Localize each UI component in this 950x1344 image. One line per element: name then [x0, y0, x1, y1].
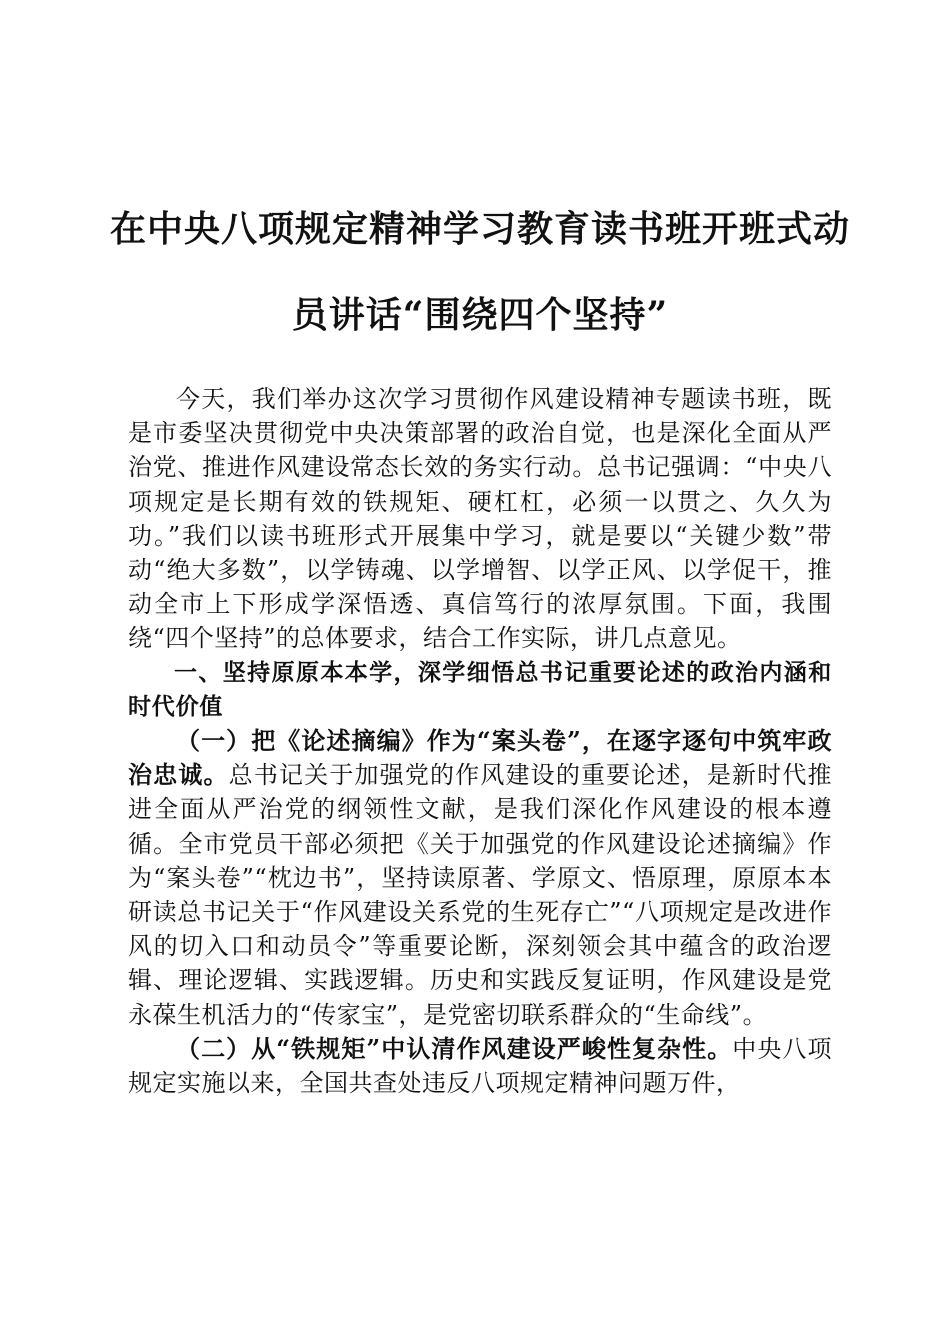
- section-heading-1: 一、坚持原原本本学，深学细悟总书记重要论述的政治内涵和时代价值: [128, 659, 832, 720]
- document-title: [110, 186, 850, 358]
- subsection-2-lead: （二）从“铁规矩”中认清作风建设严峻性复杂性。: [176, 1033, 733, 1063]
- document-body: [128, 382, 832, 1100]
- intro-paragraph: 今天，我们举办这次学习贯彻作风建设精神专题读书班，既是市委坚决贯彻党中央决策部署的政治自觉，也是深化全面从严治党、推进作风建设常态长效的务实行动。总书记强调：“中央八项规定是长期有效的铁规矩、硬杠杠，必须一以贯之、久久为功。”我们以读书班形式开展集中学习，就是要以“关键少数”带动“绝大多数”，以学铸魂、以学增智、以学正风、以学促干，推动全市上下形成学深悟透、真信笃行的浓厚氛围。下面，我围绕“四个坚持”的总体要求，结合工作实际，讲几点意见。: [128, 385, 832, 653]
- title-line-1: 在中央八项规定精神学习教育读书班开班式动: [110, 208, 851, 250]
- title-line-2: 员讲话“围绕四个坚持”: [291, 294, 669, 336]
- subsection-1-lead: （一）把《论述摘编》作为“案头卷”，在逐字逐句中筑牢政治忠诚。: [128, 726, 832, 790]
- subsection-2-body: 中央八项规定实施以来，全国共查处违反八项规定精神问题万件，: [128, 1034, 832, 1098]
- subsection-1-body: 总书记关于加强党的作风建设的重要论述，是新时代推进全面从严治党的纲领性文献，是我们深化作风建设的根本遵循。全市党员干部必须把《关于加强党的作风建设论述摘编》作为“案头卷”“枕边书”，坚持读原著、学原文、悟原理，原原本本研读总书记关于“作风建设关系党的生死存亡”“八项规定是改进作风的切入口和动员令”等重要论断，深刻领会其中蕴含的政治逻辑、理论逻辑、实践逻辑。历史和实践反复证明，作风建设是党永葆生机活力的“传家宝”，是党密切联系群众的“生命线”。: [128, 761, 833, 1029]
- subsection-2-paragraph: [128, 1032, 832, 1100]
- subsection-1-paragraph: [128, 724, 832, 1032]
